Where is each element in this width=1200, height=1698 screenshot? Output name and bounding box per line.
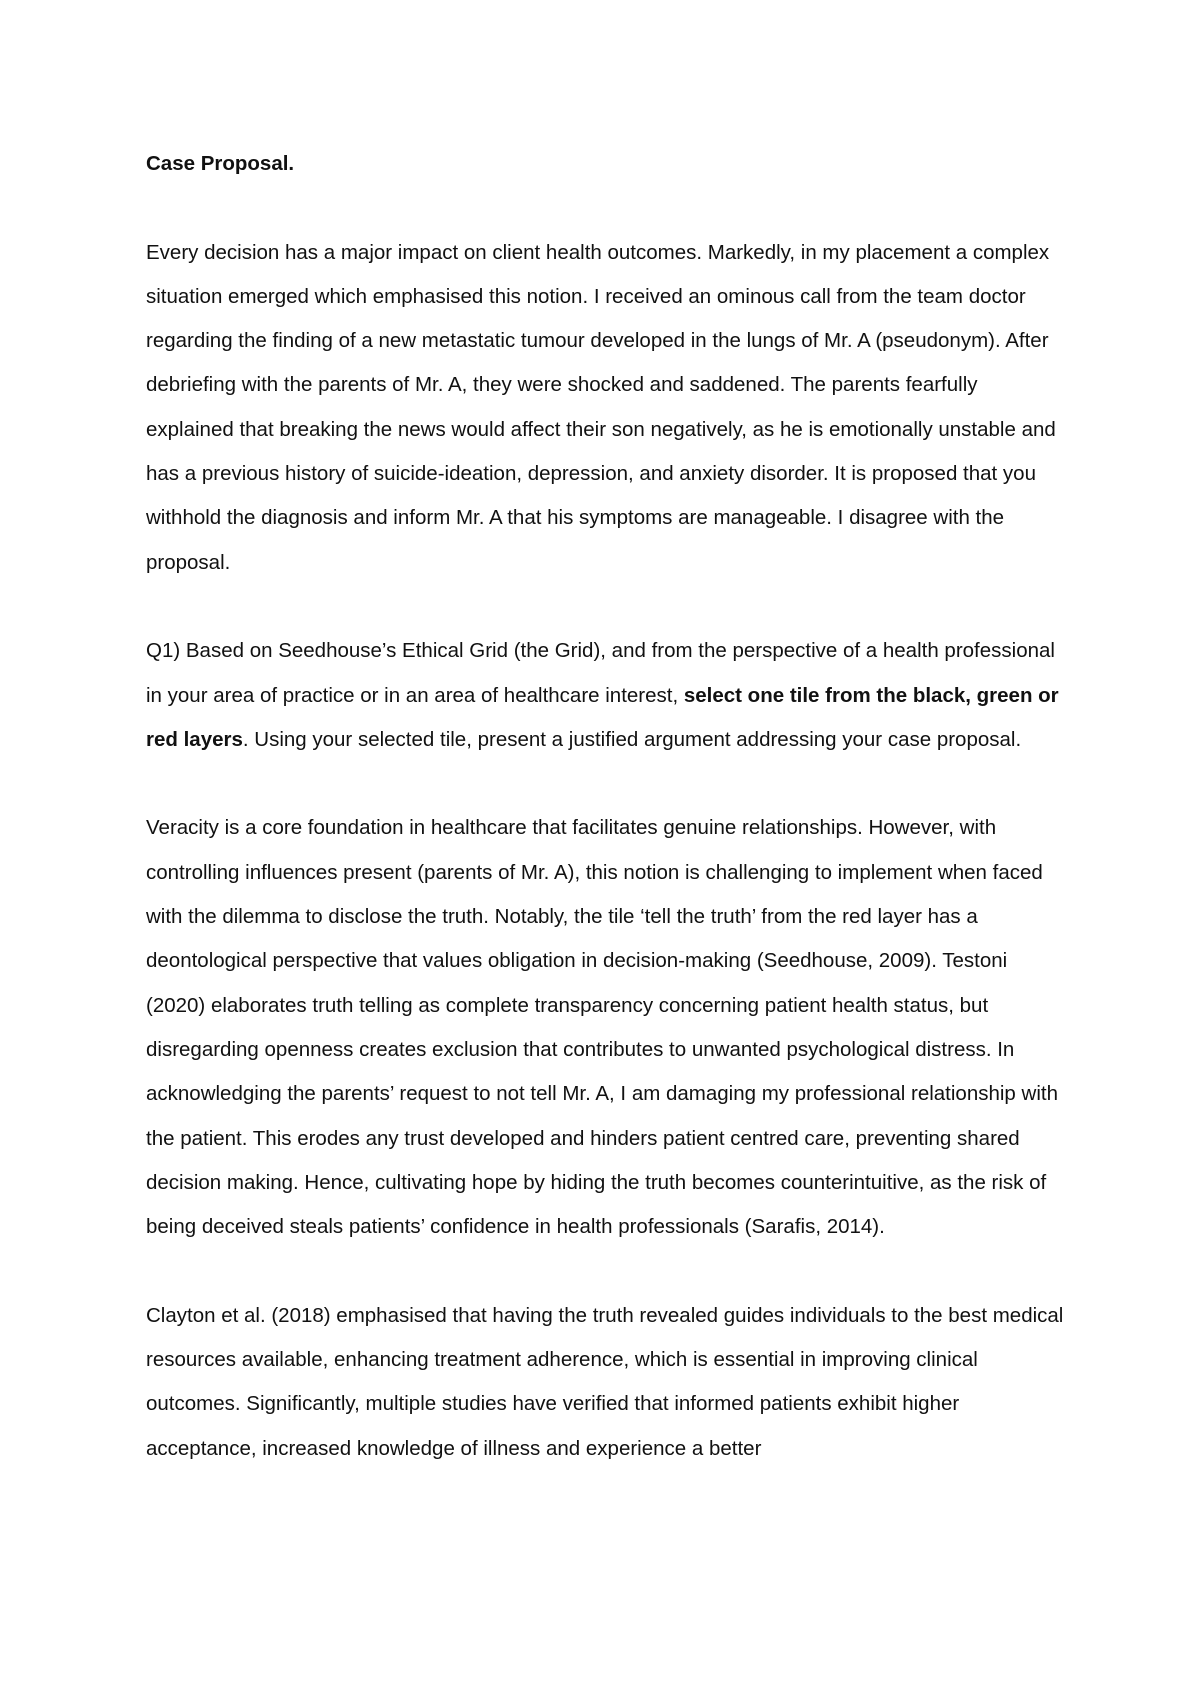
question-1-paragraph [146, 629, 1066, 762]
question-1-bold-instruction: select one tile from the black, green or red layers [146, 683, 1059, 751]
clayton-paragraph: Clayton et al. (2018) emphasised that having the truth revealed guides individuals to the best medical resources available, enhancing treatment adherence, which is essential in improving clinical outcomes. Significantly, multiple studies have verified that informed patients exhibit higher acceptance, increased knowledge of illness and experience a better [146, 1303, 1064, 1460]
case-description-paragraph: Every decision has a major impact on client health outcomes. Markedly, in my placement a complex situation emerged which emphasised this notion. I received an ominous call from the team doctor regarding the finding of a new metastatic tumour developed in the lungs of Mr. A (pseudonym). After debriefing with the parents of Mr. A, they were shocked and saddened. The parents fearfully explained that breaking the news would affect their son negatively, as he is emotionally unstable and has a previous history of suicide-ideation, depression, and anxiety disorder. It is proposed that you withhold the diagnosis and inform Mr. A that his symptoms are manageable. I disagree with the proposal. [146, 240, 1056, 574]
question-1-text-start: Q1) Based on Seedhouse’s Ethical Grid (the Grid), and from the perspective of a health professional in your area of practice or in an area of healthcare interest, [146, 639, 1055, 707]
document-body [146, 142, 1066, 1471]
document-title: Case Proposal. [146, 152, 295, 175]
veracity-argument-paragraph: Veracity is a core foundation in healthcare that facilitates genuine relationships. However, with controlling influences present (parents of Mr. A), this notion is challenging to implement when faced with the dilemma to disclose the truth. Notably, the tile ‘tell the truth’ from the red layer has a deontological perspective that values obligation in decision-making (Seedhouse, 2009). Testoni (2020) elaborates truth telling as complete transparency concerning patient health status, but disregarding openness creates exclusion that contributes to unwanted psychological distress. In acknowledging the parents’ request to not tell Mr. A, I am damaging my professional relationship with the patient. This erodes any trust developed and hinders patient centred care, preventing shared decision making. Hence, cultivating hope by hiding the truth becomes counterintuitive, as the risk of being deceived steals patients’ confidence in health professionals (Sarafis, 2014). [146, 816, 1058, 1239]
question-1-text-end: . Using your selected tile, present a justified argument addressing your case proposal. [242, 727, 1022, 751]
